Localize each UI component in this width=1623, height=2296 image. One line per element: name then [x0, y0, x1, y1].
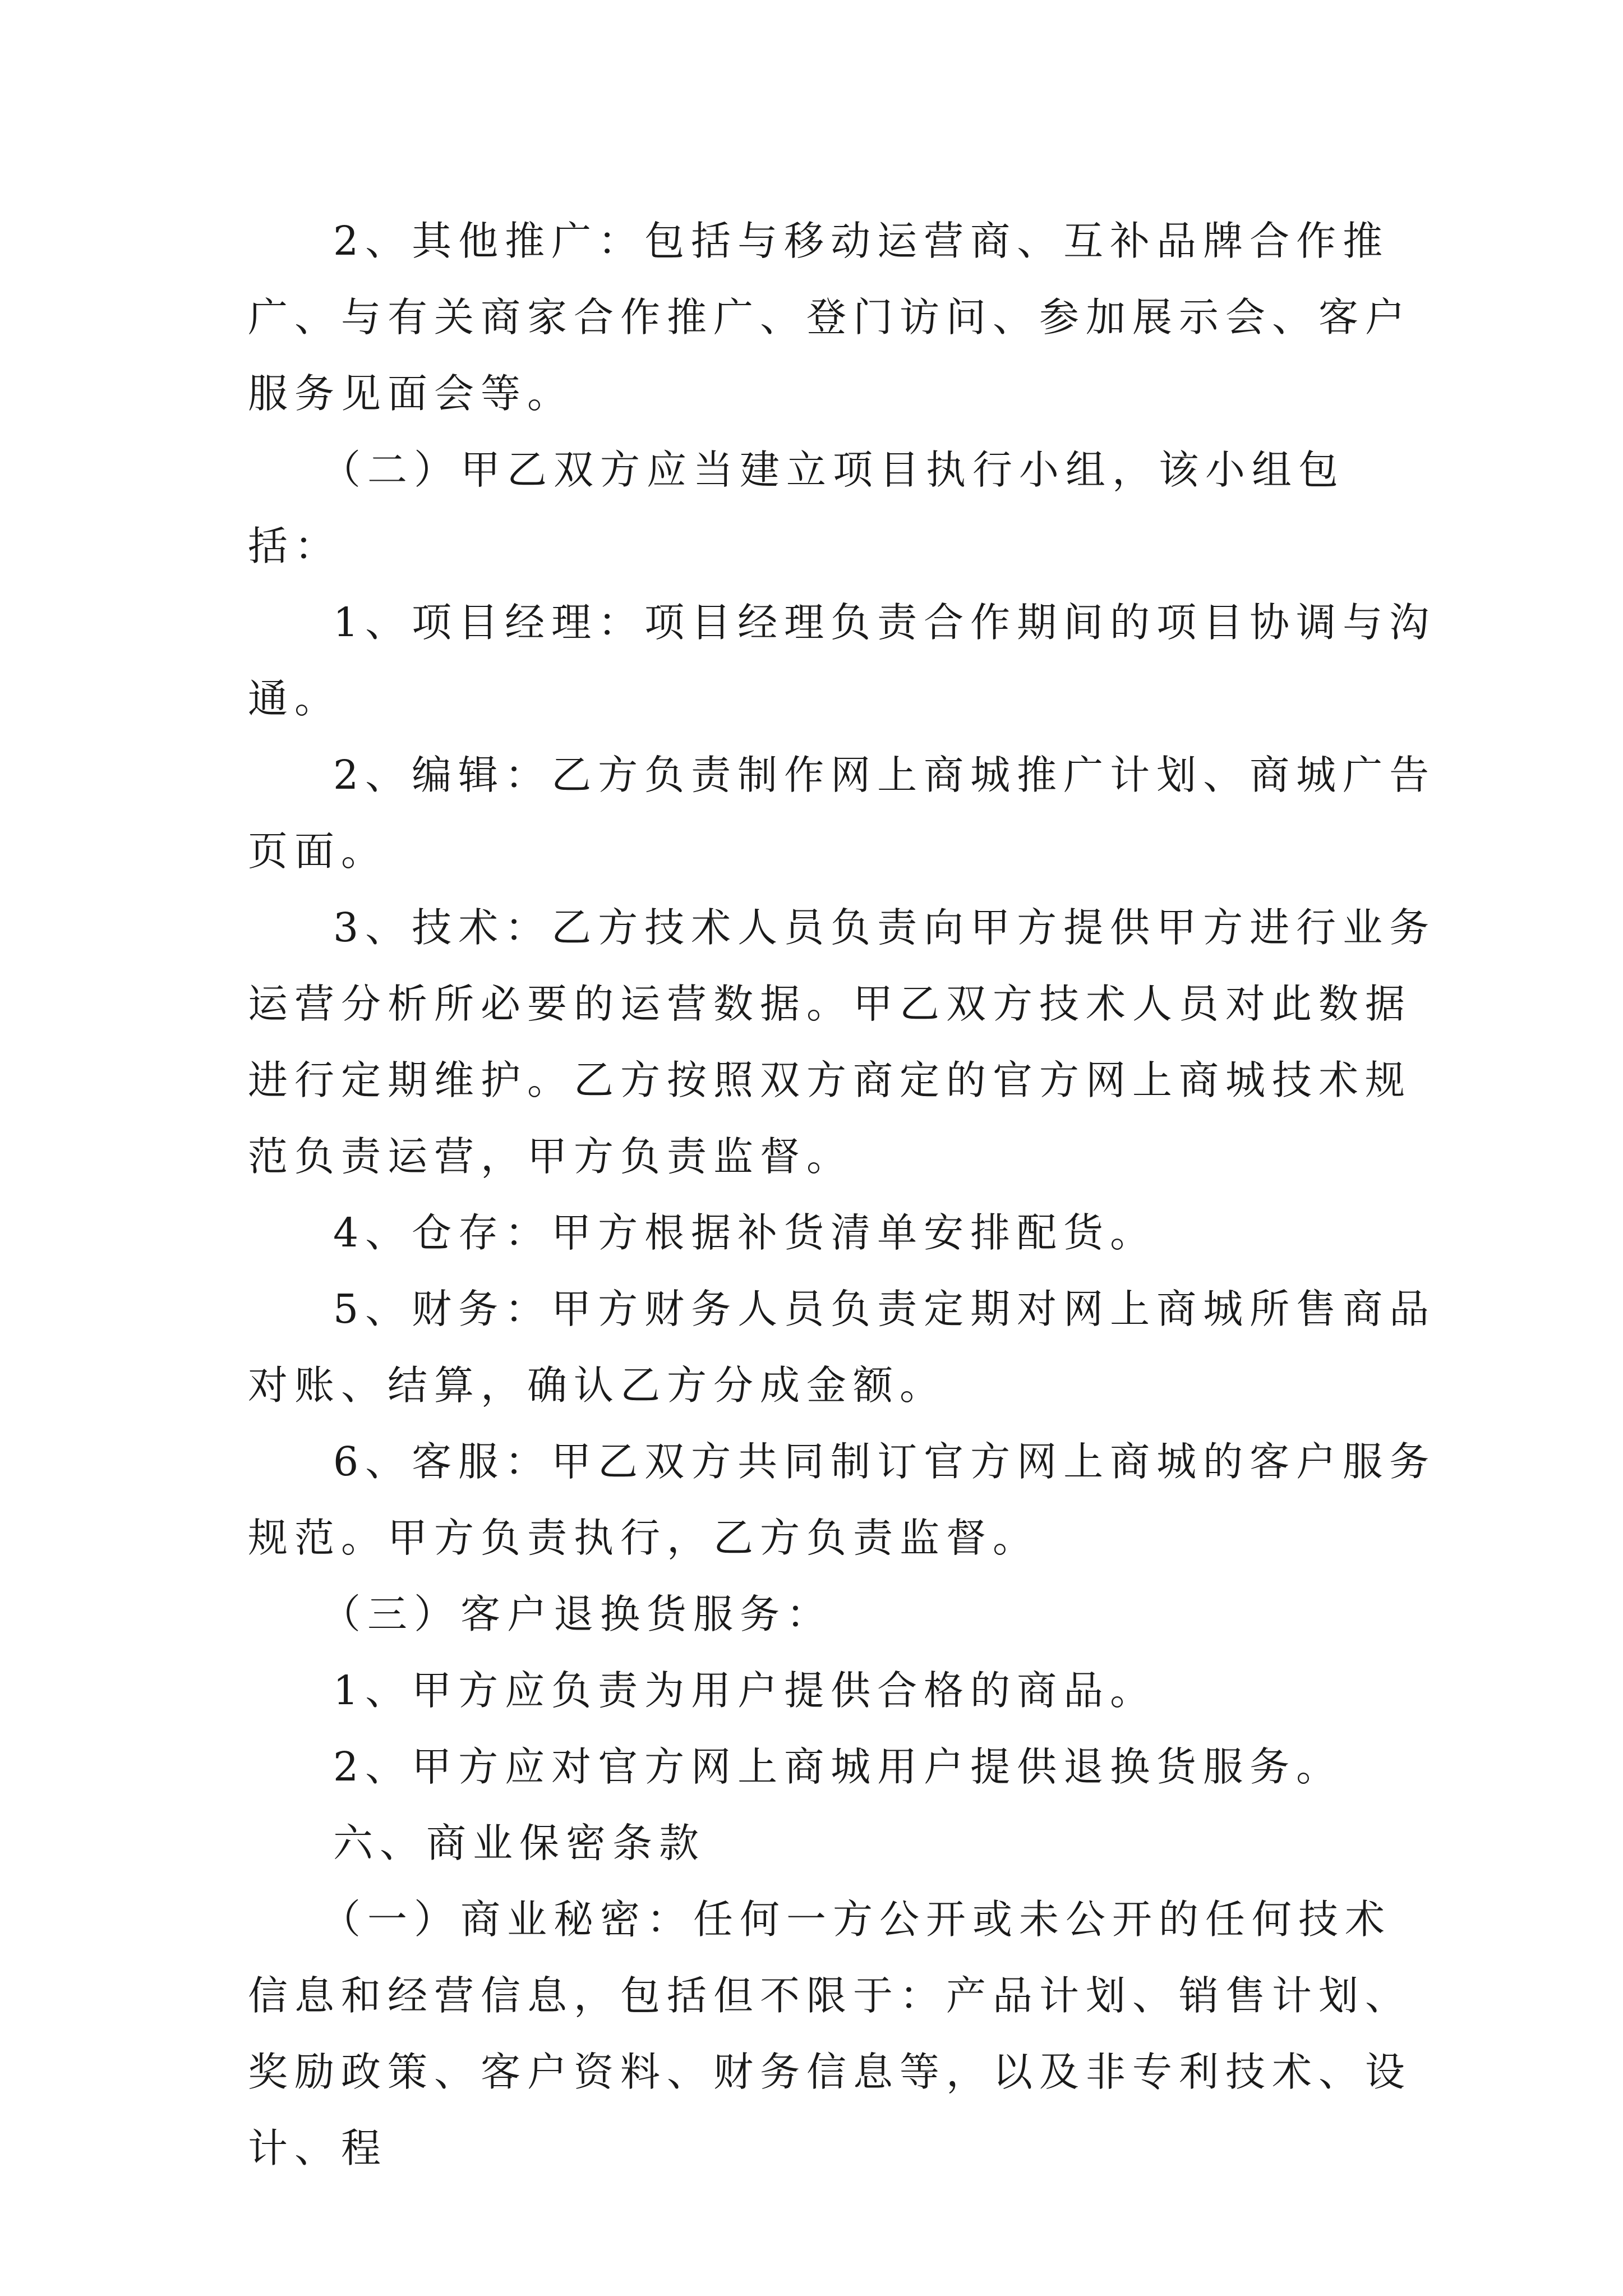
paragraph-project-manager: 1、项目经理：项目经理负责合作期间的项目协调与沟通。 — [248, 599, 1436, 722]
paragraph-returns-heading: （三）客户退换货服务： — [321, 1591, 833, 1637]
paragraph-customer-service: 6、客服：甲乙双方共同制订官方网上商城的客户服务规范。甲方负责执行，乙方负责监督。 — [248, 1438, 1436, 1561]
paragraph-project-team-heading: （二）甲乙双方应当建立项目执行小组，该小组包括： — [248, 447, 1345, 569]
paragraph-editor: 2、编辑：乙方负责制作网上商城推广计划、商城广告页面。 — [248, 752, 1436, 875]
section-heading-confidentiality: 六、商业保密条款 — [333, 1820, 706, 1866]
paragraph-return-service: 2、甲方应对官方网上商城用户提供退换货服务。 — [333, 1743, 1343, 1790]
paragraph-qualified-goods: 1、甲方应负责为用户提供合格的商品。 — [333, 1667, 1157, 1714]
document-body — [248, 203, 1437, 2187]
paragraph-technology: 3、技术：乙方技术人员负责向甲方提供甲方进行业务运营分析所必要的运营数据。甲乙双方技术人员对此数据进行定期维护。乙方按照双方商定的官方网上商城技术规范负责运营，甲方负责监督。 — [248, 904, 1436, 1180]
paragraph-finance: 5、财务：甲方财务人员负责定期对网上商城所售商品对账、结算，确认乙方分成金额。 — [248, 1286, 1436, 1409]
paragraph-warehouse: 4、仓存：甲方根据补货清单安排配货。 — [333, 1209, 1157, 1256]
paragraph-other-promotion: 2、其他推广：包括与移动运营商、互补品牌合作推广、与有关商家合作推广、登门访问、参加展示会、客户服务见面会等。 — [248, 218, 1412, 417]
paragraph-trade-secret: （一）商业秘密：任何一方公开或未公开的任何技术信息和经营信息，包括但不限于：产品计划、销售计划、奖励政策、客户资料、财务信息等，以及非专利技术、设计、程 — [248, 1896, 1412, 2171]
